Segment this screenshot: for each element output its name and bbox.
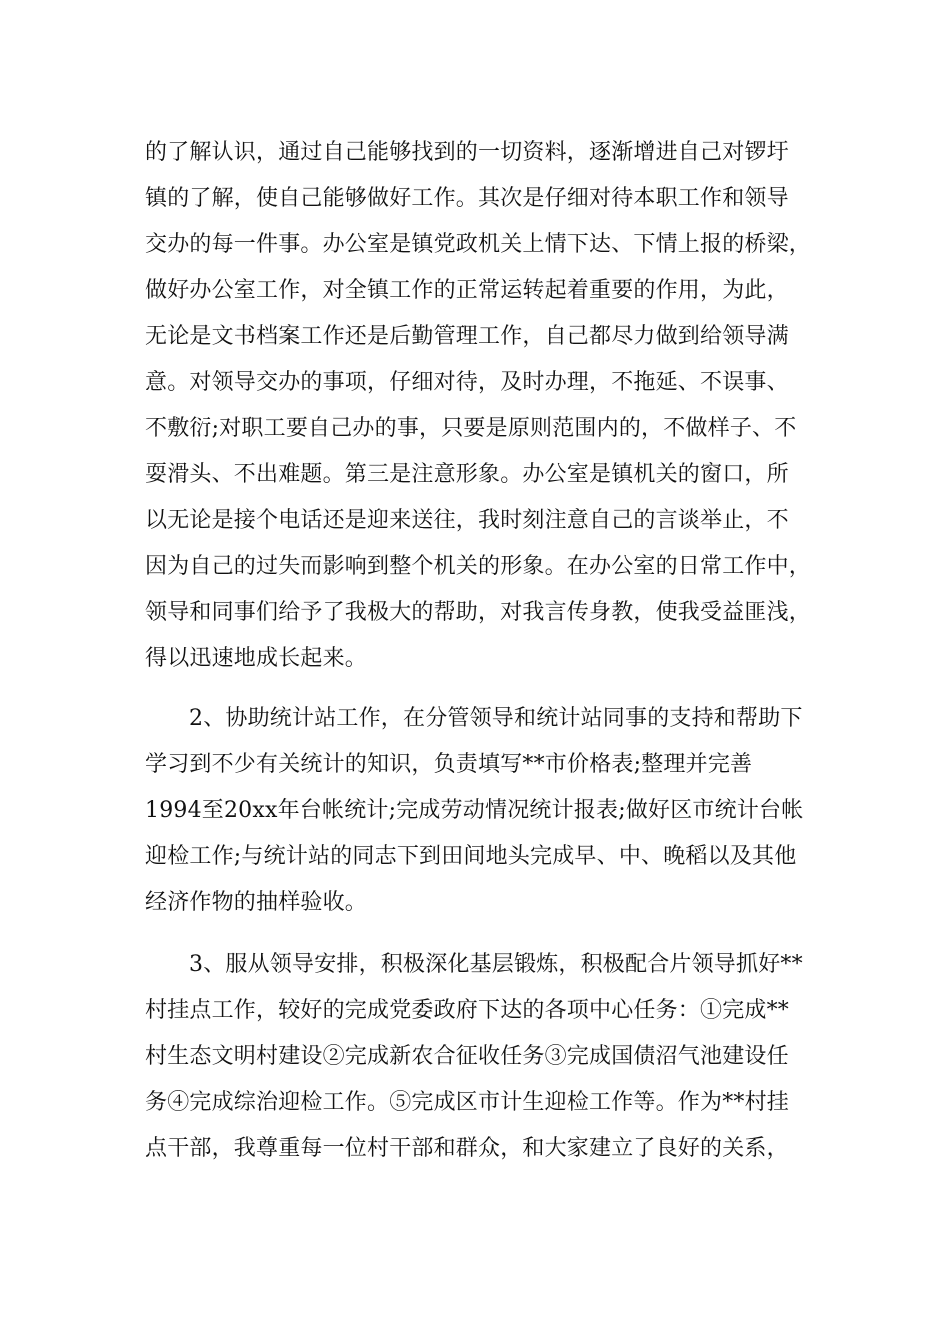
text-line: 交办的每一件事。办公室是镇党政机关上情下达、下情上报的桥梁， — [145, 232, 812, 257]
text-line: 迎检工作;与统计站的同志下到田间地头完成早、中、晚稻以及其他 — [145, 844, 797, 869]
text-line: 学习到不少有关统计的知识，负责填写**市价格表;整理并完善 — [145, 752, 753, 777]
paragraph-first-line: 3、服从领导安排，积极深化基层锻炼，积极配合片领导抓好** — [189, 952, 803, 977]
text-line: 点干部，我尊重每一位村干部和群众，和大家建立了良好的关系， — [145, 1136, 789, 1161]
paragraph-first-line: 2、协助统计站工作，在分管领导和统计站同事的支持和帮助下 — [189, 706, 803, 731]
text-line: 经济作物的抽样验收。 — [145, 890, 368, 915]
text-line: 不敷衍;对职工要自己办的事，只要是原则范围内的，不做样子、不 — [145, 416, 797, 441]
text-line: 村生态文明村建设②完成新农合征收任务③完成国债沼气池建设任 — [145, 1044, 789, 1069]
text-line: 的了解认识，通过自己能够找到的一切资料，逐渐增进自己对锣圩 — [145, 140, 789, 165]
text-line: 务④完成综治迎检工作。⑤完成区市计生迎检工作等。作为**村挂 — [145, 1090, 790, 1115]
text-line: 得以迅速地成长起来。 — [145, 646, 368, 671]
text-line: 耍滑头、不出难题。第三是注意形象。办公室是镇机关的窗口，所 — [145, 462, 789, 487]
text-line: 1994至20xx年台帐统计;完成劳动情况统计报表;做好区市统计台帐 — [145, 798, 804, 823]
text-line: 意。对领导交办的事项，仔细对待，及时办理，不拖延、不误事、 — [145, 370, 789, 395]
text-line: 做好办公室工作，对全镇工作的正常运转起着重要的作用，为此， — [145, 278, 789, 303]
text-line: 因为自己的过失而影响到整个机关的形象。在办公室的日常工作中， — [145, 554, 812, 579]
text-line: 无论是文书档案工作还是后勤管理工作，自己都尽力做到给领导满 — [145, 324, 789, 349]
text-line: 以无论是接个电话还是迎来送往，我时刻注意自己的言谈举止，不 — [145, 508, 789, 533]
text-line: 镇的了解，使自己能够做好工作。其次是仔细对待本职工作和领导 — [145, 186, 789, 211]
text-line: 领导和同事们给予了我极大的帮助，对我言传身教，使我受益匪浅， — [145, 600, 812, 625]
text-line: 村挂点工作，较好的完成党委政府下达的各项中心任务：①完成** — [145, 998, 790, 1023]
